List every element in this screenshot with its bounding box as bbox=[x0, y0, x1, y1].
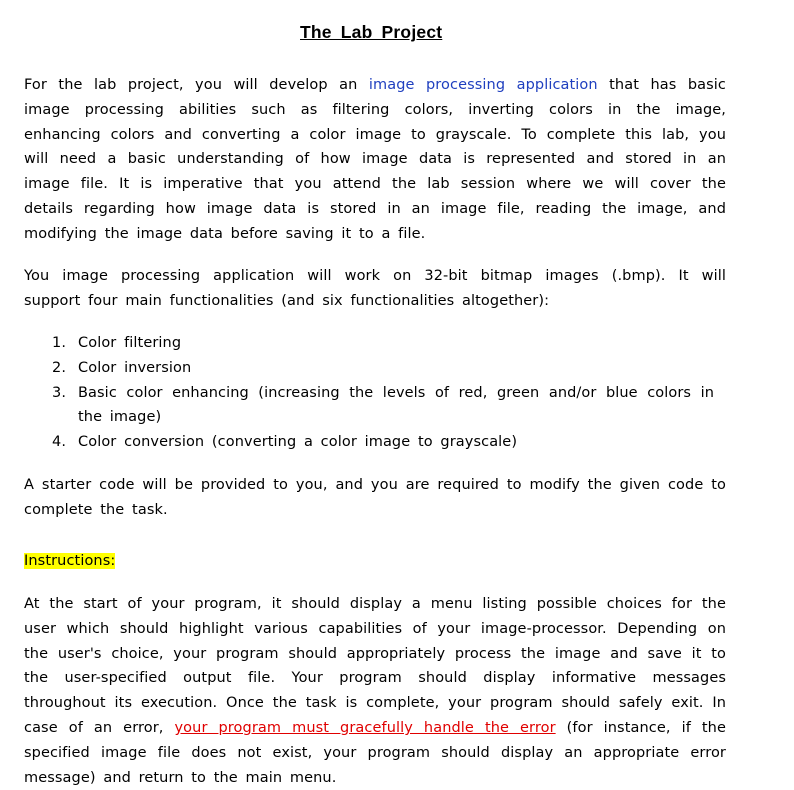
functionality-paragraph: You image processing application will work on 32-bit bitmap images (.bmp). It will support four main functionalities (and six functionalities altogether): bbox=[24, 268, 726, 309]
intro-paragraph bbox=[24, 73, 726, 247]
list-item bbox=[24, 381, 714, 431]
list-item bbox=[24, 356, 714, 381]
instructions-text-end: (for instance, if the specified image file does not exist, your program should display an appropriate error message) and return to the main menu. bbox=[24, 719, 726, 786]
instructions-paragraph bbox=[24, 592, 726, 790]
intro-text-end: that has basic image processing abilities such as filtering colors, inverting colors in the image, enhancing colors and converting a color image to grayscale. To complete this lab, you will need a basic understanding of how image data is represented and stored in an image file. It is imperative that you attend the lab session where we will cover the details regarding how image data is stored in an image file, reading the image, and modifying the image data before saving it to a file. bbox=[24, 77, 726, 242]
list-item-text: Color inversion bbox=[78, 359, 192, 376]
instructions-heading: Instructions: bbox=[24, 553, 116, 569]
list-item-number: 1. bbox=[52, 335, 67, 351]
list-item bbox=[24, 430, 714, 455]
error-handling-emphasis: your program must gracefully handle the error bbox=[174, 719, 556, 736]
list-item-text: Basic color enhancing (increasing the levels of red, green and/or blue colors in the image) bbox=[78, 384, 714, 426]
list-item-number: 4. bbox=[52, 434, 67, 451]
starter-code-paragraph: A starter code will be provided to you, and you are required to modify the given code to complete the task. bbox=[24, 477, 726, 518]
image-processing-application-phrase: image processing application bbox=[368, 77, 598, 93]
page-title: The Lab Project bbox=[300, 22, 443, 42]
list-item-text: Color conversion (converting a color image to grayscale) bbox=[78, 434, 518, 451]
list-item bbox=[24, 331, 714, 356]
intro-text-start: For the lab project, you will develop an bbox=[24, 77, 369, 93]
instructions-heading-line bbox=[24, 549, 726, 574]
list-item-text: Color filtering bbox=[78, 335, 182, 351]
list-item-number: 3. bbox=[52, 384, 67, 401]
instructions-text-start: At the start of your program, it should display a menu listing possible choices for the user which should highlight various capabilities of your image-processor. Depending on the user's choice, your program should appropriately process the image and save it to the user-specified output file. Your program should display informative messages throughout its execution. Once the task is complete, your program should safely exit. In case of an error, bbox=[24, 596, 726, 736]
functionality-list bbox=[24, 331, 714, 455]
list-item-number: 2. bbox=[52, 359, 67, 376]
